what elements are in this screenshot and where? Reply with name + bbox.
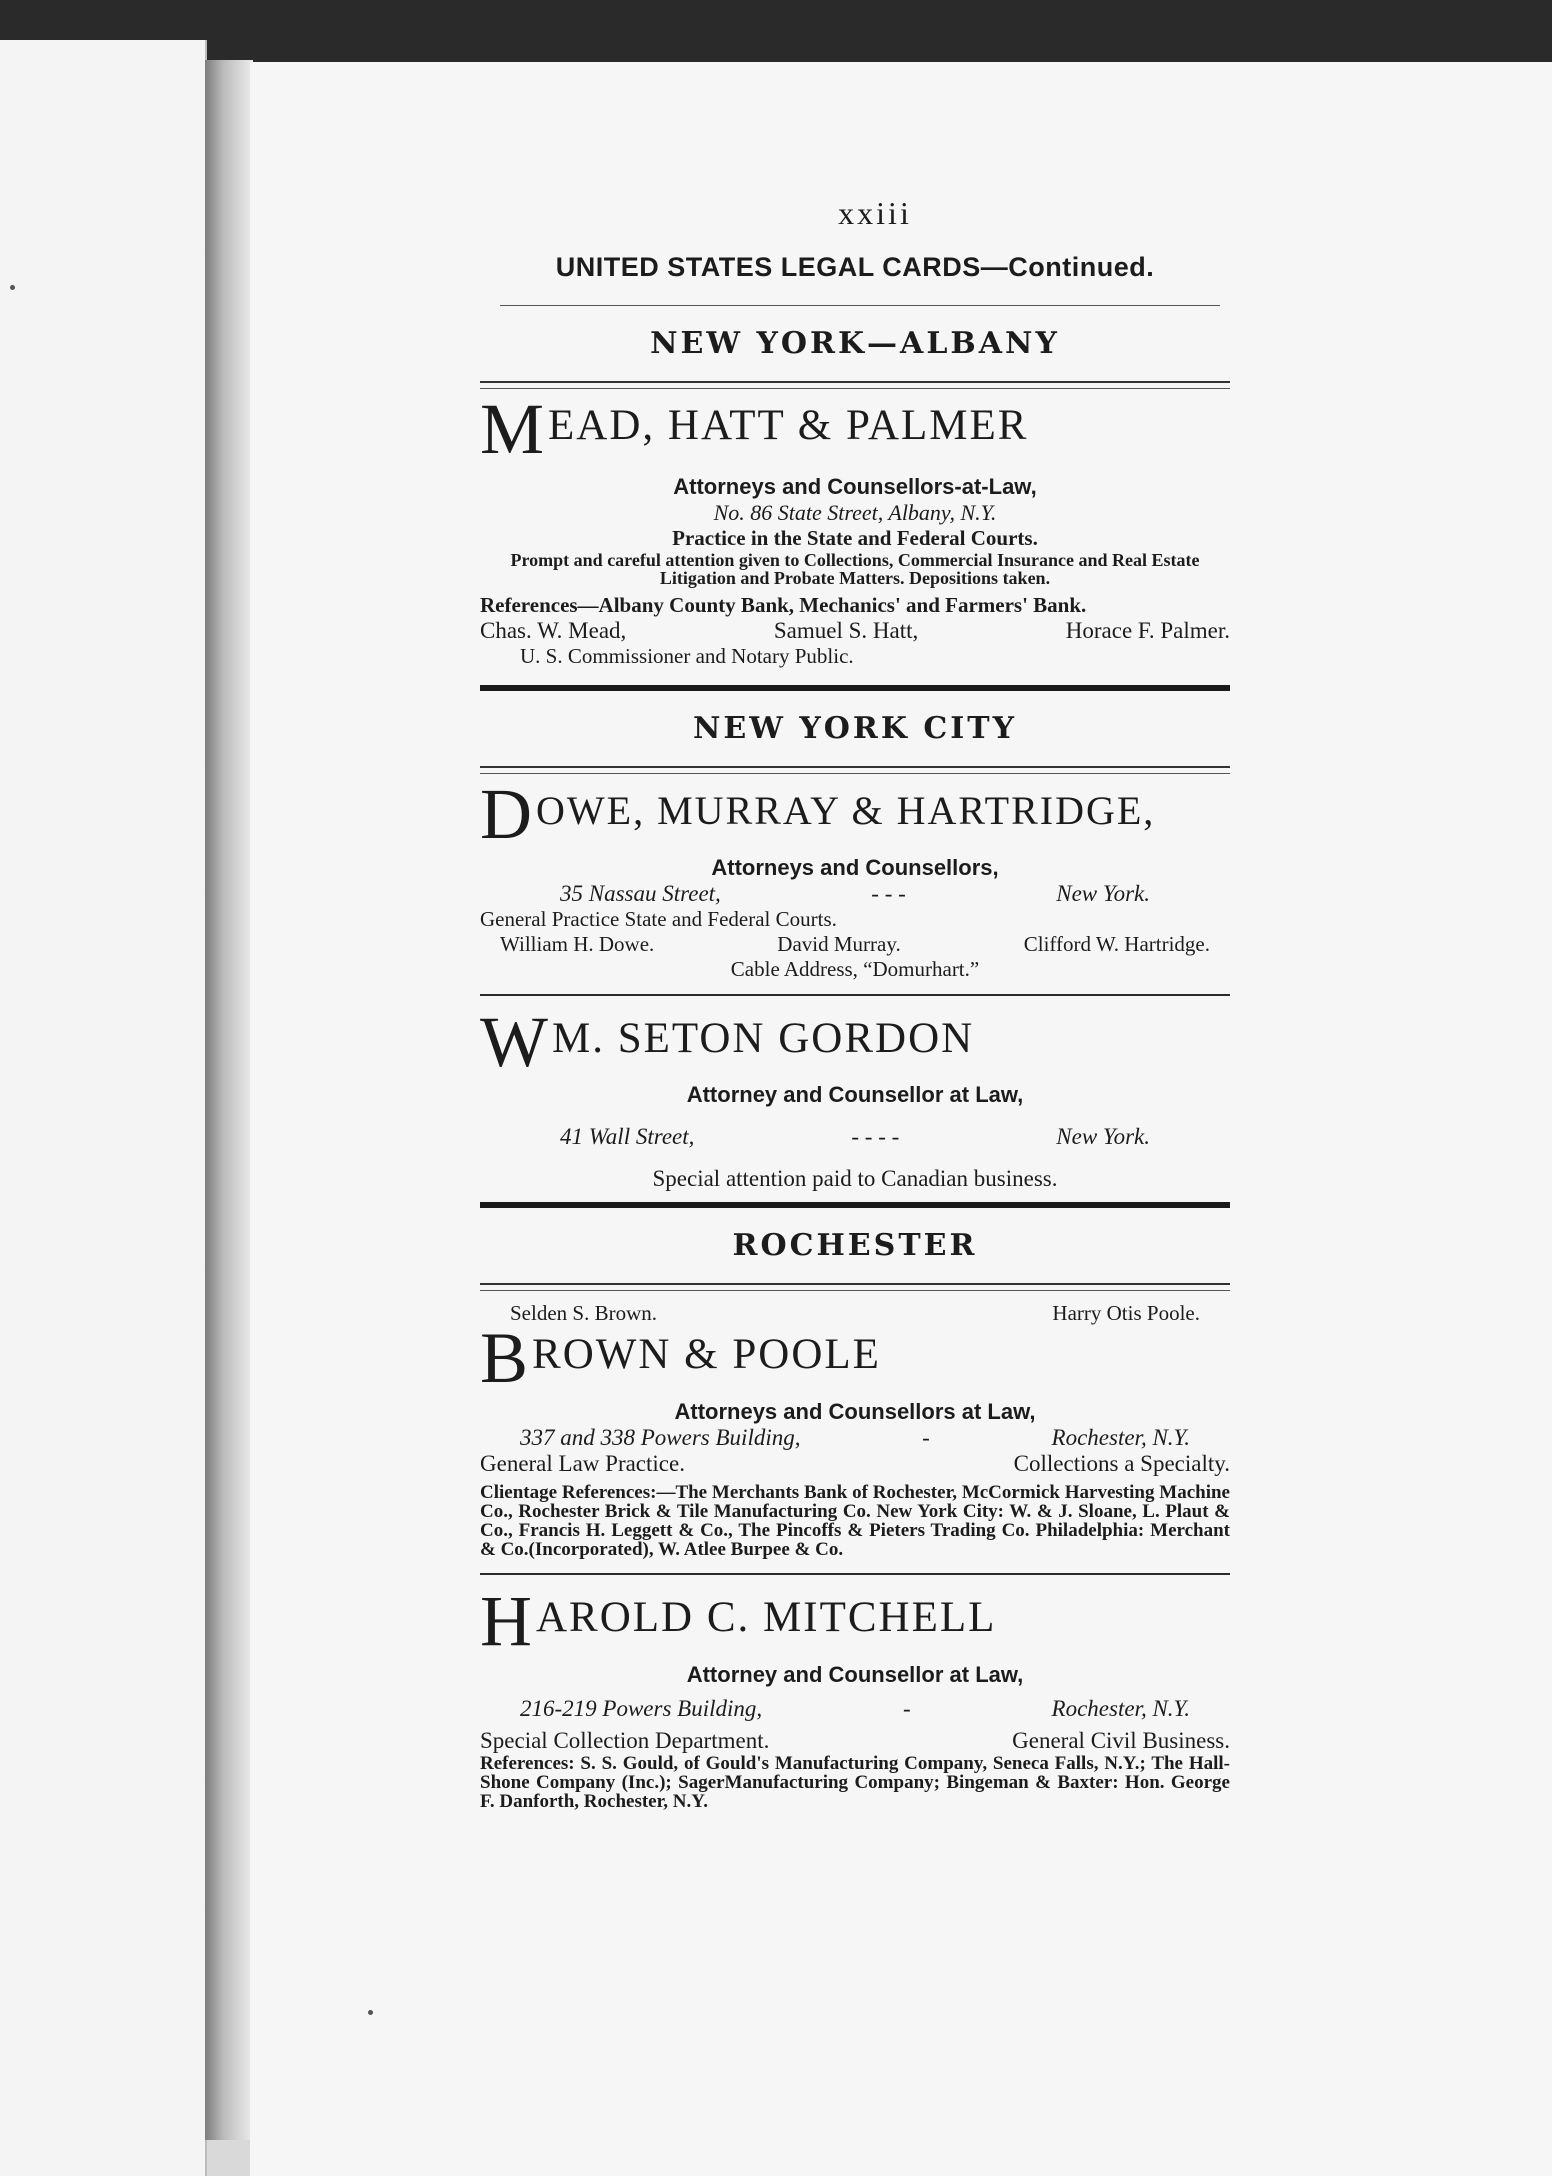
references: References: S. S. Gould, of Gould's Manufacturing Company, Seneca Falls, N.Y.; The Hall-Shone Company (Inc.); SagerManufacturing Company; Bingeman & Baxter: Hon. George F. Danforth, Rochester, N.Y. xyxy=(480,1752,1230,1812)
firm-name: WM. SETON GORDON xyxy=(480,1001,975,1082)
firm-name: DOWE, MURRAY & HARTRIDGE, xyxy=(480,773,1156,854)
partners xyxy=(480,618,1230,644)
practice: General Practice State and Federal Courts. xyxy=(480,906,837,931)
cable-address: Cable Address, “Domurhart.” xyxy=(730,956,980,981)
firm-name: BROWN & POOLE xyxy=(480,1318,881,1399)
double-rule xyxy=(480,766,1230,774)
thick-rule xyxy=(480,685,1230,691)
firm-address: 41 Wall Street, - - - - New York. xyxy=(560,1124,1150,1150)
firm-title: Attorney and Counsellor at Law, xyxy=(686,1082,1024,1108)
drop-initial: M xyxy=(480,389,547,469)
firm-name: MEAD, HATT & PALMER xyxy=(480,389,1029,469)
firm-title: Attorneys and Counsellors-at-Law, xyxy=(673,473,1037,499)
specialty: Collections a Specialty. xyxy=(1013,1451,1230,1477)
partner: David Murray. xyxy=(777,931,901,956)
partners xyxy=(480,1301,1230,1326)
note: Special attention paid to Canadian business. xyxy=(652,1166,1058,1192)
thick-rule xyxy=(480,1202,1230,1208)
double-rule xyxy=(480,381,1230,389)
card-mead-hatt-palmer xyxy=(480,389,1230,669)
card-dowe-murray-hartridge xyxy=(480,773,1230,982)
references: References—Albany County Bank, Mechanics' and Farmers' Bank. xyxy=(480,592,1087,617)
card-brown-poole xyxy=(480,1301,1230,1559)
book-spine xyxy=(205,60,253,2140)
partner: William H. Dowe. xyxy=(500,931,655,956)
partner: Clifford W. Hartridge. xyxy=(1023,931,1210,956)
partners xyxy=(480,932,1230,957)
practice-row xyxy=(480,1451,1230,1477)
firm-title: Attorneys and Counsellors at Law, xyxy=(674,1399,1036,1425)
partner: Samuel S. Hatt, xyxy=(773,617,919,643)
section-heading-nyc: NEW YORK CITY xyxy=(692,710,1018,746)
attention: Prompt and careful attention given to Collections, Commercial Insurance and Real Estate Litigation and Probate Matters. Depositions taken. xyxy=(510,549,1200,588)
partner: Chas. W. Mead, xyxy=(480,617,627,643)
practice: General Law Practice. xyxy=(480,1451,685,1477)
card-harold-mitchell xyxy=(480,1581,1230,1812)
partner: Selden S. Brown. xyxy=(510,1301,657,1326)
facing-page xyxy=(0,40,207,2176)
drop-initial: B xyxy=(480,1318,531,1399)
firm-address: No. 86 State Street, Albany, N.Y. xyxy=(713,499,997,525)
commissioner: U. S. Commissioner and Notary Public. xyxy=(520,643,854,668)
page-content xyxy=(480,195,1230,1811)
firm-address: 337 and 338 Powers Building, - Rochester, N.Y. xyxy=(520,1425,1190,1451)
running-head: UNITED STATES LEGAL CARDS—Continued. xyxy=(555,252,1155,282)
divider xyxy=(500,305,1220,306)
section-heading-albany: NEW YORK—ALBANY xyxy=(650,326,1060,361)
divider xyxy=(480,1573,1230,1575)
card-seton-gordon xyxy=(480,1001,1230,1193)
practice: Practice in the State and Federal Courts. xyxy=(672,525,1038,550)
firm-address: 216-219 Powers Building, - Rochester, N.Y. xyxy=(520,1695,1190,1721)
scan-top-edge xyxy=(0,0,1552,62)
partner: Harry Otis Poole. xyxy=(1052,1301,1200,1326)
practice-row xyxy=(480,1728,1230,1754)
firm-name: HAROLD C. MITCHELL xyxy=(480,1581,997,1662)
double-rule xyxy=(480,1283,1230,1291)
department: Special Collection Department. xyxy=(480,1727,770,1753)
speck xyxy=(10,285,15,290)
drop-initial: H xyxy=(480,1581,534,1662)
business: General Civil Business. xyxy=(1012,1727,1230,1753)
page-number: xxiii xyxy=(838,195,912,231)
firm-address: 35 Nassau Street, - - - New York. xyxy=(560,880,1150,906)
partner: Horace F. Palmer. xyxy=(1065,617,1230,643)
firm-title: Attorneys and Counsellors, xyxy=(711,854,999,880)
references: Clientage References:—The Merchants Bank of Rochester, McCormick Harvesting Machine Co., Rochester Brick & Tile Manufacturing Co. New York City: W. & J. Sloane, L. Plaut & Co., Francis H. Leggett & Co., The Pincoffs & Pieters Trading Co. Philadelphia: Merchant & Co.(Incorporated), W. Atlee Burpee & Co. xyxy=(480,1482,1230,1561)
drop-initial: D xyxy=(480,773,534,854)
divider xyxy=(480,994,1230,996)
speck xyxy=(368,2010,373,2015)
firm-title: Attorney and Counsellor at Law, xyxy=(686,1661,1024,1687)
section-heading-rochester: ROCHESTER xyxy=(732,1228,978,1264)
drop-initial: W xyxy=(480,1001,550,1082)
